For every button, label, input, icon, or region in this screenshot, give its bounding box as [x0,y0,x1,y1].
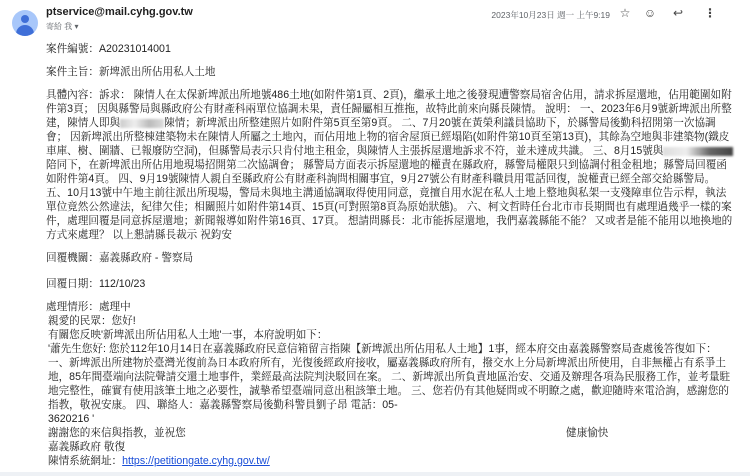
reply-body [46,342,736,426]
content-text: 局與縣政府公有財產科兩單位協調未果，責任歸屬相互推拖，故特此前來向縣長陳情。 說明： 一、2023年6月9號新埤派出所整建，陳情人即與 [46,103,732,129]
case-number: 案件編號：A20231014001 [46,43,171,55]
bottom-divider [0,472,750,476]
reply-icon[interactable]: ↩ [672,6,684,20]
star-icon[interactable]: ☆ [619,6,631,20]
thanks-text: 謝謝您的來信與指教，並祝您 [48,427,186,439]
thanks-row [46,426,736,440]
redacted-name [120,119,164,128]
content-text: 具體內容：訴求： 陳情人在太保新埤派出所地號486土地(如附件第1頁、2頁)，繼承土地之後發現遭警察局宿舍佔用，請求拆屋還地，佔用範圍如附件第3頁； 因與縣警 [46,89,732,115]
content-line [134,229,232,241]
content-text: 派出所整建照片如附件第5頁至第9頁。 二、7月20號在黃榮利議員協助下，於縣警局後勤科招開第一次協調會； 因新埤派出所整棟建築物未在陳情人所屬之土地內，而 [46,117,716,143]
content-text: 件，處理回覆是同意拆屋還地；新聞報導如附件第16頁、17頁。 想請問縣長：北市能拆屋還地，我們嘉義縣能不能？ 又或者是能不能用以地換地的方式來處理？ 以上 [46,215,733,241]
email-body [0,40,750,472]
content-text: 陪同下，在新埤派出所佔用地現場招開第二次協調會； 縣警局方面表示拆屋還地的權 [46,159,441,171]
email-date: 2023年10月23日 週一 上午9:19 [491,10,610,20]
system-url-row [46,454,736,468]
recipient-dropdown[interactable]: 寄給 我 ▾ [46,22,79,31]
reply-agency: 回覆機關：嘉義縣政府 - 警察局 [46,252,194,264]
sender-avatar[interactable] [12,10,38,36]
reply-line: '蕭先生您好: 您於112年10月14日在嘉義縣政府民意信箱留言指陳【新埤派出所佔用私人土地】1事，經本府交由嘉義縣警察局查處後答復如下： 一、新埤派出所建物 [48,343,717,369]
redacted-name [663,147,733,156]
system-url-link[interactable]: https://petitiongate.cyhg.gov.tw/ [122,455,270,467]
content-text: 拆屋還地訴求不符，並未達成共識。 三、8月15號與 [420,145,664,157]
content-text: 陳情；新埤 [164,117,218,129]
sender-email[interactable]: ptservice@mail.cyhg.gov.tw [46,6,193,18]
greeting: 親愛的民眾：您好! [48,315,136,327]
case-subject: 案件主旨：新埤派出所佔用私人土地 [46,66,216,78]
more-vert-icon[interactable]: ⋮ [704,6,716,20]
reply-intro: 有關您反映'新埤派出所佔用私人土地'一事，本府說明如下： [48,329,328,341]
content-text: 車位告示桿，執法單位竟然公然違法，紀律欠佳；相關照片如附件第14頁、15頁(可對照第8頁為原始狀態)。 六、柯文哲時任台北市市長期間也有處理過幾乎一樣的案 [46,187,732,213]
reply-line: 同意出租該筆土地。 三、您若仍有其他疑問或不明瞭之處，歡迎隨時來電洽詢，感謝您的指教，敬祝安康。 四、聯絡人：嘉義縣警察局後勤科警員劉子昂 電話：05- [48,385,729,411]
system-url-label: 陳情系統網址： [48,455,123,467]
closing-wish: 健康愉快 [566,427,609,439]
signature: 嘉義縣政府 敬復 [48,441,126,453]
processing-status: 處理情形：處理中 [46,301,131,313]
email-header [0,0,750,40]
reply-line: 3620216 ' [48,413,95,425]
content-text: 責在縣政府，縣警局權限只到協調付租金租地；縣警局回覆函如附件第4頁。 四、9月19號陳情人親自至縣政府公有財產科詢問相關事宜，9月27號公有財產科職員用電 [46,159,727,185]
emoji-icon[interactable]: ☺ [643,6,657,20]
petition-content [46,88,736,242]
content-text: 話回復，說權責已經全部交給縣警局。 五、10月13號中午地主前往派出所現場，警局未與地主溝通協調取得使用同意，竟擅自用水泥在私人土地上整地與私架一支殘障 [46,173,716,199]
reply-line: 於臺灣光復前為日本政府所有，光復後經政府接收，屬嘉義縣政府所有，撥交水上分局新埤派出所使用，自非無權占有系爭土地，85年間臺端向法院聲請交還土地事 [48,357,726,383]
content-text: 佔用地上物的宿舍屋頂已經塌陷(如附件第10頁至第13頁)，其餘為空地與非建築物(鐵皮車庫、樹、圍牆、已報廢防空洞)，但縣警局表示只肯付地主租金，與陳情人主張 [46,131,730,157]
reply-line: 件，業經最高法院判決駁回在案。 二、新埤派出所負責地區治安、交通及辦理各項為民服務工作，並考量駐地完整性，確實有使用該筆土地之必要性，誠摯希望臺端 [48,371,731,397]
content-text: 懇請縣長裁示 祝鈞安 [133,229,232,241]
reply-date: 回覆日期：112/10/23 [46,278,146,290]
